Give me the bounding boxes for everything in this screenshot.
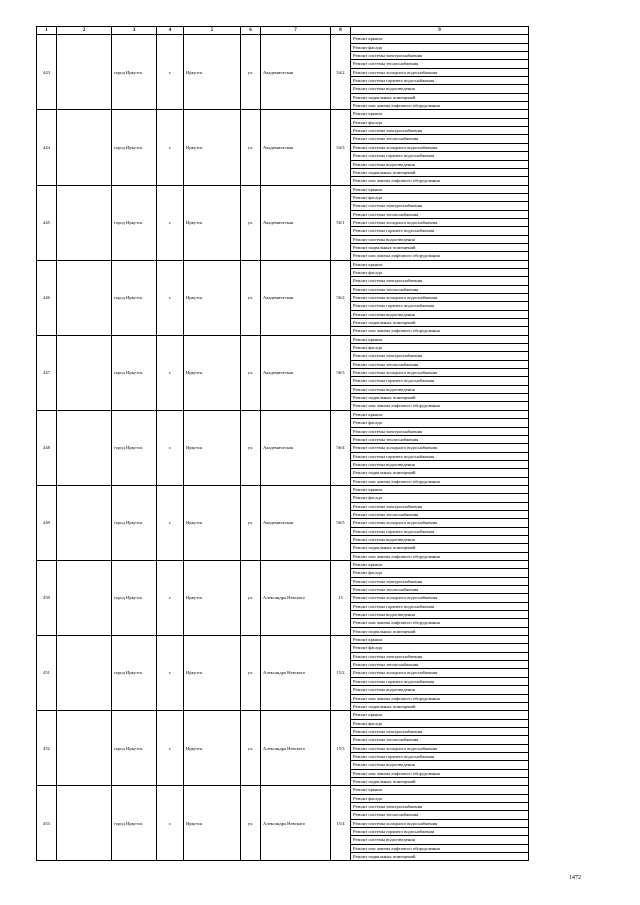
- settlement-type: г.: [157, 335, 184, 410]
- municipality: город Иркутск: [112, 260, 157, 335]
- table-row: [37, 636, 529, 644]
- repair-work-item: Ремонт фасада: [351, 118, 529, 126]
- street-type: ул.: [241, 260, 261, 335]
- column-number-row: [37, 27, 529, 35]
- house-number: 15/2: [331, 636, 351, 711]
- municipality: город Иркутск: [112, 110, 157, 185]
- repair-work-item: Ремонт системы холодного водоснабжения: [351, 294, 529, 302]
- street-type: ул.: [241, 786, 261, 861]
- table-row: [37, 260, 529, 268]
- repair-work-item: Ремонт системы теплоснабжения: [351, 360, 529, 368]
- street-type: ул.: [241, 636, 261, 711]
- repair-work-item: Ремонт фасада: [351, 193, 529, 201]
- repair-work-item: Ремонт системы холодного водоснабжения: [351, 819, 529, 827]
- settlement-type: г.: [157, 561, 184, 636]
- table-row: [37, 711, 529, 719]
- street-type: ул.: [241, 410, 261, 485]
- repair-work-item: Ремонт фасада: [351, 43, 529, 51]
- record-number: 453: [37, 786, 57, 861]
- settlement-type: г.: [157, 636, 184, 711]
- repair-work-item: Ремонт системы теплоснабжения: [351, 285, 529, 293]
- empty-cell: [57, 786, 112, 861]
- repair-work-item: Ремонт системы водоотведения: [351, 85, 529, 93]
- record-number: 445: [37, 185, 57, 260]
- repair-work-item: Ремонт или замена лифтового оборудования: [351, 252, 529, 260]
- repair-work-item: Ремонт или замена лифтового оборудования: [351, 844, 529, 852]
- column-header: 6: [241, 27, 261, 35]
- street-type: ул.: [241, 561, 261, 636]
- repair-work-item: Ремонт или замена лифтового оборудования: [351, 769, 529, 777]
- repair-work-item: Ремонт системы холодного водоснабжения: [351, 519, 529, 527]
- street-name: Академическая: [261, 110, 331, 185]
- repair-work-item: Ремонт системы холодного водоснабжения: [351, 218, 529, 226]
- empty-cell: [57, 561, 112, 636]
- column-header: 7: [261, 27, 331, 35]
- empty-cell: [57, 35, 112, 110]
- repair-work-item: Ремонт или замена лифтового оборудования: [351, 477, 529, 485]
- repair-work-item: Ремонт крыши: [351, 636, 529, 644]
- house-number: 56/2: [331, 260, 351, 335]
- repair-work-item: Ремонт системы электроснабжения: [351, 727, 529, 735]
- repair-work-item: Ремонт системы электроснабжения: [351, 577, 529, 585]
- street-name: Академическая: [261, 335, 331, 410]
- repair-work-item: Ремонт системы холодного водоснабжения: [351, 669, 529, 677]
- column-header: 9: [351, 27, 529, 35]
- settlement-name: Иркутск: [184, 561, 241, 636]
- repair-work-item: Ремонт крыши: [351, 786, 529, 794]
- repair-work-item: Ремонт системы горячего водоснабжения: [351, 377, 529, 385]
- repair-work-item: Ремонт фасада: [351, 569, 529, 577]
- empty-cell: [57, 110, 112, 185]
- record-number: 447: [37, 335, 57, 410]
- repair-work-item: Ремонт подвальных помещений: [351, 627, 529, 635]
- street-name: Академическая: [261, 35, 331, 110]
- record-number: 448: [37, 410, 57, 485]
- repair-work-item: Ремонт системы электроснабжения: [351, 127, 529, 135]
- repair-work-item: Ремонт системы горячего водоснабжения: [351, 227, 529, 235]
- street-name: Александра Невского: [261, 561, 331, 636]
- repair-work-item: Ремонт системы теплоснабжения: [351, 661, 529, 669]
- repair-work-item: Ремонт подвальных помещений: [351, 469, 529, 477]
- record-number: 449: [37, 485, 57, 560]
- empty-cell: [57, 410, 112, 485]
- empty-cell: [57, 335, 112, 410]
- table-row: [37, 335, 529, 343]
- settlement-name: Иркутск: [184, 636, 241, 711]
- repair-work-item: Ремонт системы горячего водоснабжения: [351, 752, 529, 760]
- repair-register-table: [36, 26, 529, 861]
- repair-work-item: Ремонт подвальных помещений: [351, 93, 529, 101]
- repair-work-item: Ремонт или замена лифтового оборудования: [351, 327, 529, 335]
- repair-work-item: Ремонт системы водоотведения: [351, 235, 529, 243]
- repair-work-item: Ремонт системы теплоснабжения: [351, 811, 529, 819]
- repair-work-item: Ремонт системы холодного водоснабжения: [351, 143, 529, 151]
- repair-work-item: Ремонт системы электроснабжения: [351, 802, 529, 810]
- column-header: 5: [184, 27, 241, 35]
- repair-work-item: Ремонт подвальных помещений: [351, 168, 529, 176]
- repair-work-item: Ремонт системы электроснабжения: [351, 502, 529, 510]
- repair-work-item: Ремонт фасада: [351, 344, 529, 352]
- street-type: ул.: [241, 335, 261, 410]
- table-row: [37, 561, 529, 569]
- record-number: 451: [37, 636, 57, 711]
- record-number: 444: [37, 110, 57, 185]
- repair-work-item: Ремонт крыши: [351, 485, 529, 493]
- repair-work-item: Ремонт крыши: [351, 185, 529, 193]
- house-number: 54/2: [331, 35, 351, 110]
- repair-work-item: Ремонт системы холодного водоснабжения: [351, 594, 529, 602]
- house-number: 54/3: [331, 110, 351, 185]
- empty-cell: [57, 260, 112, 335]
- record-number: 452: [37, 711, 57, 786]
- repair-work-item: Ремонт системы холодного водоснабжения: [351, 68, 529, 76]
- house-number: 56/4: [331, 410, 351, 485]
- municipality: город Иркутск: [112, 786, 157, 861]
- settlement-type: г.: [157, 711, 184, 786]
- street-name: Александра Невского: [261, 636, 331, 711]
- street-name: Александра Невского: [261, 786, 331, 861]
- record-number: 450: [37, 561, 57, 636]
- repair-work-item: Ремонт крыши: [351, 335, 529, 343]
- repair-work-item: Ремонт системы холодного водоснабжения: [351, 744, 529, 752]
- repair-work-item: Ремонт подвальных помещений: [351, 243, 529, 251]
- repair-work-item: Ремонт системы теплоснабжения: [351, 135, 529, 143]
- settlement-name: Иркутск: [184, 786, 241, 861]
- repair-work-item: Ремонт системы холодного водоснабжения: [351, 369, 529, 377]
- house-number: 15: [331, 561, 351, 636]
- settlement-name: Иркутск: [184, 260, 241, 335]
- repair-work-item: Ремонт системы теплоснабжения: [351, 60, 529, 68]
- street-type: ул.: [241, 35, 261, 110]
- repair-work-item: Ремонт фасада: [351, 494, 529, 502]
- house-number: 15/4: [331, 786, 351, 861]
- municipality: город Иркутск: [112, 35, 157, 110]
- repair-work-item: Ремонт системы водоотведения: [351, 686, 529, 694]
- settlement-type: г.: [157, 110, 184, 185]
- settlement-name: Иркутск: [184, 185, 241, 260]
- repair-work-item: Ремонт или замена лифтового оборудования: [351, 102, 529, 110]
- repair-work-item: Ремонт системы холодного водоснабжения: [351, 444, 529, 452]
- repair-work-item: Ремонт системы водоотведения: [351, 611, 529, 619]
- settlement-name: Иркутск: [184, 35, 241, 110]
- record-number: 446: [37, 260, 57, 335]
- repair-work-item: Ремонт системы горячего водоснабжения: [351, 602, 529, 610]
- record-number: 443: [37, 35, 57, 110]
- repair-work-item: Ремонт или замена лифтового оборудования: [351, 694, 529, 702]
- house-number: 56/5: [331, 485, 351, 560]
- repair-work-item: Ремонт или замена лифтового оборудования: [351, 177, 529, 185]
- repair-work-item: Ремонт системы электроснабжения: [351, 352, 529, 360]
- repair-work-item: Ремонт фасада: [351, 794, 529, 802]
- repair-work-item: Ремонт крыши: [351, 35, 529, 43]
- municipality: город Иркутск: [112, 561, 157, 636]
- municipality: город Иркутск: [112, 410, 157, 485]
- street-name: Академическая: [261, 485, 331, 560]
- settlement-name: Иркутск: [184, 110, 241, 185]
- column-header: 2: [57, 27, 112, 35]
- street-name: Академическая: [261, 410, 331, 485]
- settlement-type: г.: [157, 485, 184, 560]
- repair-work-item: Ремонт системы теплоснабжения: [351, 510, 529, 518]
- table-row: [37, 410, 529, 418]
- table-row: [37, 110, 529, 118]
- repair-work-item: Ремонт системы горячего водоснабжения: [351, 677, 529, 685]
- column-header: 3: [112, 27, 157, 35]
- municipality: город Иркутск: [112, 636, 157, 711]
- column-header: 8: [331, 27, 351, 35]
- repair-work-item: Ремонт системы теплоснабжения: [351, 435, 529, 443]
- empty-cell: [57, 185, 112, 260]
- page-number: 1472: [569, 875, 581, 881]
- house-number: 56/3: [331, 335, 351, 410]
- repair-work-item: Ремонт крыши: [351, 410, 529, 418]
- repair-work-item: Ремонт системы горячего водоснабжения: [351, 452, 529, 460]
- repair-work-item: Ремонт системы горячего водоснабжения: [351, 527, 529, 535]
- repair-work-item: Ремонт подвальных помещений: [351, 319, 529, 327]
- repair-work-item: Ремонт крыши: [351, 110, 529, 118]
- house-number: 56/1: [331, 185, 351, 260]
- repair-work-item: Ремонт системы водоотведения: [351, 836, 529, 844]
- street-name: Александра Невского: [261, 711, 331, 786]
- table-row: [37, 786, 529, 794]
- repair-work-item: Ремонт фасада: [351, 644, 529, 652]
- repair-work-item: Ремонт системы теплоснабжения: [351, 210, 529, 218]
- repair-work-item: Ремонт подвальных помещений: [351, 702, 529, 710]
- repair-work-item: Ремонт подвальных помещений: [351, 394, 529, 402]
- settlement-type: г.: [157, 786, 184, 861]
- repair-work-item: Ремонт системы электроснабжения: [351, 52, 529, 60]
- repair-work-item: Ремонт системы горячего водоснабжения: [351, 302, 529, 310]
- settlement-name: Иркутск: [184, 410, 241, 485]
- column-header: 4: [157, 27, 184, 35]
- repair-work-item: Ремонт подвальных помещений: [351, 777, 529, 785]
- table-row: [37, 485, 529, 493]
- repair-work-item: Ремонт системы теплоснабжения: [351, 736, 529, 744]
- repair-work-item: Ремонт системы водоотведения: [351, 535, 529, 543]
- repair-work-item: Ремонт системы горячего водоснабжения: [351, 828, 529, 836]
- municipality: город Иркутск: [112, 335, 157, 410]
- settlement-type: г.: [157, 185, 184, 260]
- repair-work-item: Ремонт системы водоотведения: [351, 460, 529, 468]
- repair-work-item: Ремонт системы водоотведения: [351, 385, 529, 393]
- empty-cell: [57, 711, 112, 786]
- repair-work-item: Ремонт фасада: [351, 419, 529, 427]
- repair-work-item: Ремонт подвальных помещений: [351, 544, 529, 552]
- settlement-type: г.: [157, 260, 184, 335]
- settlement-name: Иркутск: [184, 335, 241, 410]
- municipality: город Иркутск: [112, 185, 157, 260]
- repair-work-item: Ремонт системы электроснабжения: [351, 202, 529, 210]
- repair-work-item: Ремонт или замена лифтового оборудования: [351, 402, 529, 410]
- repair-work-item: Ремонт системы электроснабжения: [351, 652, 529, 660]
- empty-cell: [57, 636, 112, 711]
- street-type: ул.: [241, 485, 261, 560]
- repair-work-item: Ремонт крыши: [351, 561, 529, 569]
- street-name: Академическая: [261, 260, 331, 335]
- repair-work-item: Ремонт крыши: [351, 711, 529, 719]
- repair-work-item: Ремонт системы электроснабжения: [351, 277, 529, 285]
- document-page: [36, 26, 528, 861]
- repair-work-item: Ремонт системы водоотведения: [351, 761, 529, 769]
- settlement-name: Иркутск: [184, 711, 241, 786]
- repair-work-item: Ремонт подвальных помещений: [351, 853, 529, 861]
- table-row: [37, 35, 529, 43]
- house-number: 15/3: [331, 711, 351, 786]
- street-name: Академическая: [261, 185, 331, 260]
- repair-work-item: Ремонт или замена лифтового оборудования: [351, 619, 529, 627]
- repair-work-item: Ремонт системы теплоснабжения: [351, 586, 529, 594]
- repair-work-item: Ремонт системы водоотведения: [351, 160, 529, 168]
- settlement-type: г.: [157, 35, 184, 110]
- settlement-type: г.: [157, 410, 184, 485]
- empty-cell: [57, 485, 112, 560]
- repair-work-item: Ремонт крыши: [351, 260, 529, 268]
- column-header: 1: [37, 27, 57, 35]
- street-type: ул.: [241, 185, 261, 260]
- municipality: город Иркутск: [112, 485, 157, 560]
- repair-work-item: Ремонт фасада: [351, 268, 529, 276]
- repair-work-item: Ремонт системы электроснабжения: [351, 427, 529, 435]
- street-type: ул.: [241, 711, 261, 786]
- settlement-name: Иркутск: [184, 485, 241, 560]
- street-type: ул.: [241, 110, 261, 185]
- repair-work-item: Ремонт системы горячего водоснабжения: [351, 77, 529, 85]
- table-row: [37, 185, 529, 193]
- repair-work-item: Ремонт или замена лифтового оборудования: [351, 552, 529, 560]
- municipality: город Иркутск: [112, 711, 157, 786]
- repair-work-item: Ремонт фасада: [351, 719, 529, 727]
- repair-work-item: Ремонт системы водоотведения: [351, 310, 529, 318]
- repair-work-item: Ремонт системы горячего водоснабжения: [351, 152, 529, 160]
